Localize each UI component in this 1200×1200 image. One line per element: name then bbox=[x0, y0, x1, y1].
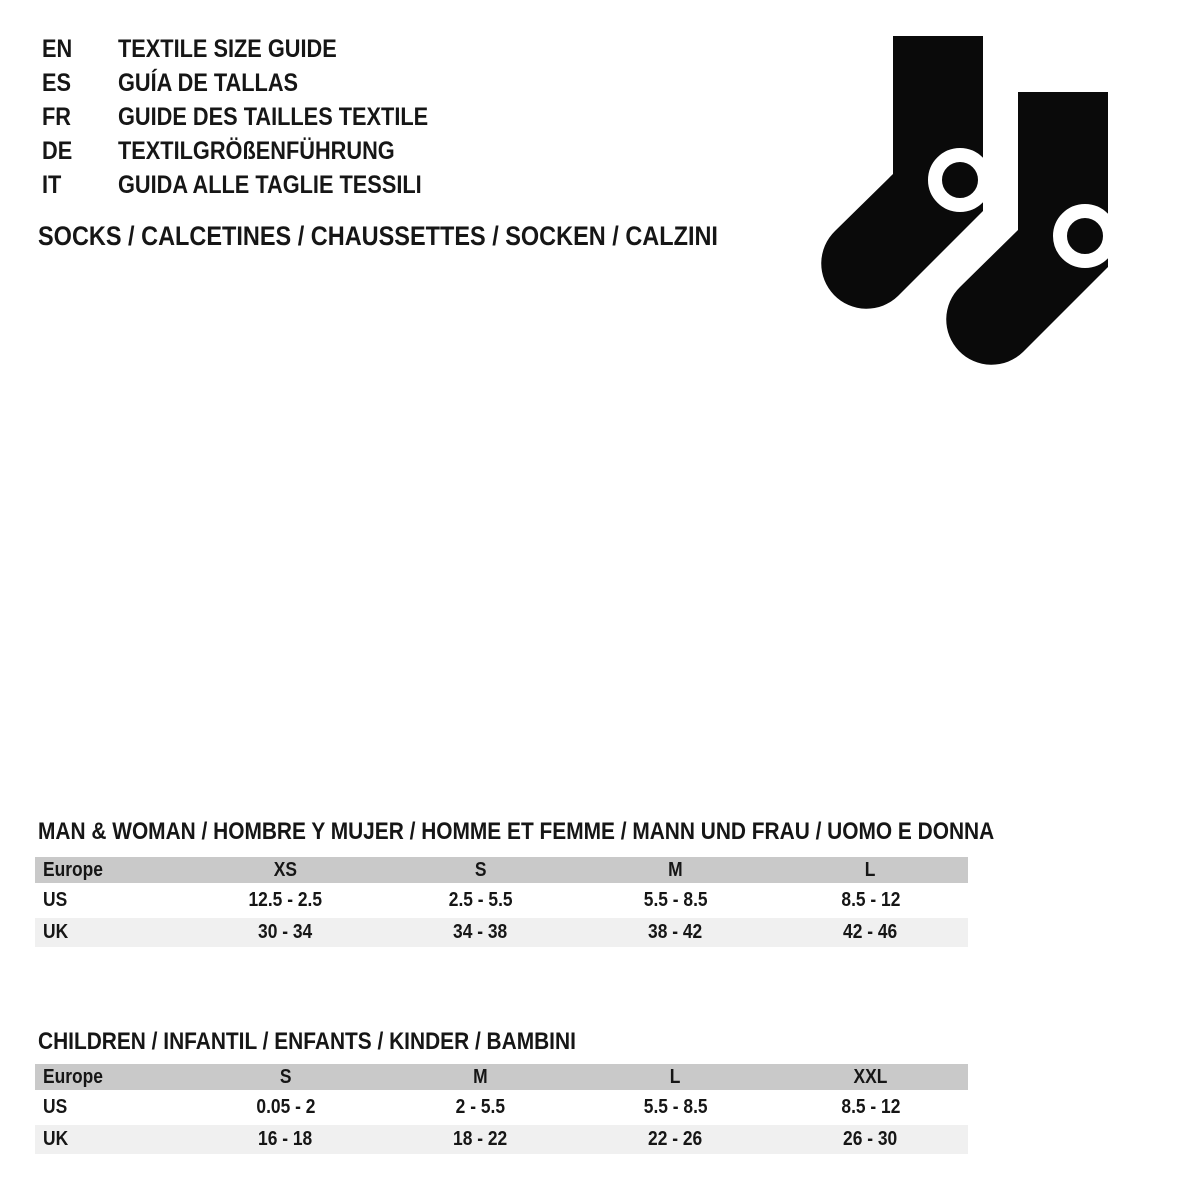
guide-title: TEXTILGRÖßENFÜHRUNG bbox=[118, 137, 395, 165]
size-value: 22 - 26 bbox=[578, 1125, 773, 1154]
size-table-children bbox=[35, 1061, 968, 1157]
table-title-children: CHILDREN / INFANTIL / ENFANTS / KINDER / BAMBINI bbox=[38, 1028, 576, 1055]
size-value: 18 - 22 bbox=[383, 1125, 578, 1154]
size-value: 8.5 - 12 bbox=[840, 1096, 900, 1118]
header-cell-size-l: L bbox=[773, 857, 968, 883]
table-row-us bbox=[35, 886, 968, 915]
table-title-adults: MAN & WOMAN / HOMBRE Y MUJER / HOMME ET FEMME / MANN UND FRAU / UOMO E DONNA bbox=[38, 818, 995, 845]
language-title-list bbox=[42, 32, 475, 202]
table-header-row bbox=[35, 857, 968, 883]
size-value: 5.5 - 8.5 bbox=[643, 1096, 708, 1118]
header-cell-size-m: M bbox=[578, 857, 773, 883]
language-code: DE bbox=[42, 137, 73, 165]
guide-title: GUIDA ALLE TAGLIE TESSILI bbox=[118, 171, 422, 199]
size-value: 34 - 38 bbox=[383, 918, 578, 947]
size-value: 0.05 - 2 bbox=[255, 1096, 315, 1118]
size-table-section-children bbox=[35, 1030, 968, 1157]
row-label: UK bbox=[35, 1125, 188, 1154]
header-cell-size-xs: XS bbox=[188, 857, 383, 883]
guide-title: TEXTILE SIZE GUIDE bbox=[118, 35, 337, 63]
table-row-us bbox=[35, 1093, 968, 1122]
table-row-uk bbox=[35, 1125, 968, 1154]
table-row-uk bbox=[35, 918, 968, 947]
language-row-es bbox=[42, 66, 475, 100]
table-header-row bbox=[35, 1064, 968, 1090]
header-cell-size-xxl: XXL bbox=[773, 1064, 968, 1090]
size-value: 5.5 - 8.5 bbox=[643, 889, 708, 911]
row-label: US bbox=[43, 1096, 68, 1118]
size-value: 2 - 5.5 bbox=[455, 1096, 506, 1118]
size-table-adults bbox=[35, 854, 968, 950]
header-cell-size-s: S bbox=[383, 857, 578, 883]
language-code: ES bbox=[42, 69, 72, 97]
size-table-section-adults bbox=[35, 818, 995, 950]
language-code: FR bbox=[42, 103, 71, 131]
product-category-heading: SOCKS / CALCETINES / CHAUSSETTES / SOCKEN / CALZINI bbox=[38, 221, 718, 251]
size-value: 42 - 46 bbox=[773, 918, 968, 947]
language-row-de bbox=[42, 134, 475, 168]
size-value: 12.5 - 2.5 bbox=[248, 889, 323, 911]
socks-icon bbox=[815, 30, 1115, 380]
size-value: 16 - 18 bbox=[188, 1125, 383, 1154]
size-value: 38 - 42 bbox=[578, 918, 773, 947]
language-code: IT bbox=[42, 171, 62, 199]
header-cell-size-l: L bbox=[578, 1064, 773, 1090]
language-code: EN bbox=[42, 35, 73, 63]
size-value: 2.5 - 5.5 bbox=[448, 889, 513, 911]
size-value: 26 - 30 bbox=[773, 1125, 968, 1154]
guide-title: GUIDE DES TAILLES TEXTILE bbox=[118, 103, 429, 131]
guide-title: GUÍA DE TALLAS bbox=[118, 69, 299, 97]
header-cell-region: Europe bbox=[35, 1064, 188, 1090]
size-value: 8.5 - 12 bbox=[840, 889, 900, 911]
sock-left bbox=[821, 36, 985, 309]
language-row-fr bbox=[42, 100, 475, 134]
language-row-en bbox=[42, 32, 475, 66]
header-cell-size-m: M bbox=[383, 1064, 578, 1090]
row-label: US bbox=[43, 889, 68, 911]
size-value: 30 - 34 bbox=[188, 918, 383, 947]
language-row-it bbox=[42, 168, 475, 202]
header-cell-size-s: S bbox=[188, 1064, 383, 1090]
row-label: UK bbox=[35, 918, 188, 947]
header-cell-region: Europe bbox=[35, 857, 188, 883]
